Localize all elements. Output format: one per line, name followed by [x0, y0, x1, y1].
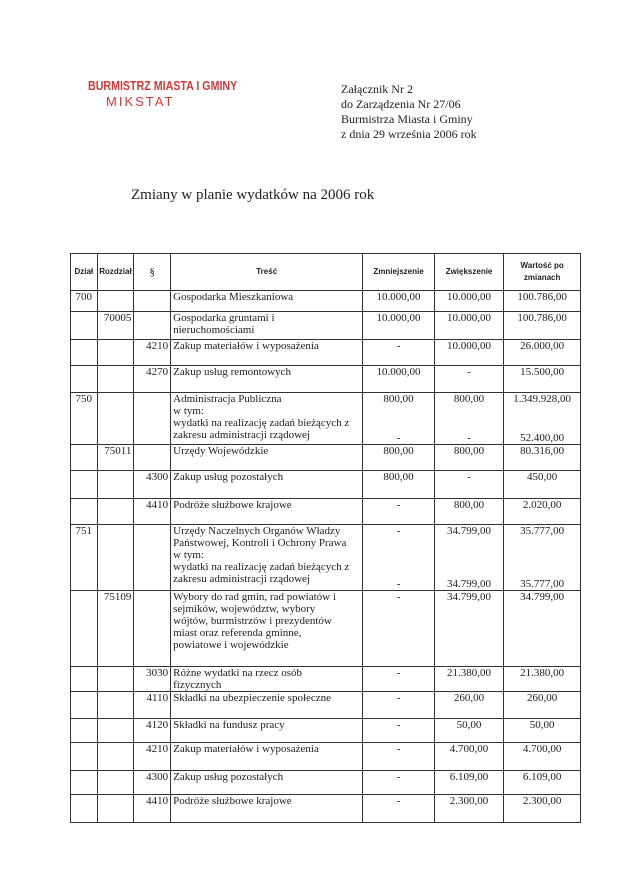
cell-zmniejszenie-value: - — [396, 667, 401, 679]
cell-tresc — [171, 795, 363, 823]
cell-zmniejszenie-value: 10.000,00 — [376, 291, 421, 303]
cell-wartosc — [504, 719, 581, 743]
tresc-line: Składki na fundusz pracy — [173, 719, 285, 731]
cell-zmniejszenie — [363, 445, 435, 471]
cell-zmniejszenie-value: 800,00 — [383, 471, 414, 483]
cell-paragraf: 4210 — [134, 340, 171, 366]
annex-line-3: Burmistrza Miasta i Gminy — [341, 112, 473, 126]
cell-wartosc-value: 450,00 — [527, 471, 558, 483]
cell-rozdzial: 75011 — [97, 445, 134, 471]
table-row — [71, 471, 581, 499]
annex-line-4: z dnia 29 września 2006 rok — [341, 127, 477, 141]
cell-wartosc — [504, 499, 581, 525]
cell-wartosc-subtotal: 52.400,00 — [520, 432, 565, 444]
table-row — [71, 499, 581, 525]
cell-paragraf: 3030 — [134, 667, 171, 692]
tresc-line: fizycznych — [173, 679, 222, 691]
tresc-line: Gospodarka Mieszkaniowa — [173, 291, 294, 303]
header-paragraf: § — [134, 254, 171, 291]
cell-tresc — [171, 312, 363, 340]
cell-tresc — [171, 591, 363, 667]
cell-wartosc — [504, 312, 581, 340]
cell-paragraf: 4410 — [134, 499, 171, 525]
cell-zwiekszenie-value: - — [467, 471, 471, 483]
cell-zmniejszenie-value: - — [396, 525, 401, 537]
cell-paragraf: 4120 — [134, 719, 171, 743]
table-body — [71, 291, 581, 823]
tresc-line: Urzędy Wojewódzkie — [173, 445, 269, 457]
cell-rozdzial — [97, 692, 134, 719]
tresc-line: Zakup usług remontowych — [173, 366, 292, 378]
cell-zwiekszenie — [434, 393, 503, 445]
cell-tresc — [171, 771, 363, 795]
cell-dzial — [71, 771, 98, 795]
table-row — [71, 795, 581, 823]
expenditure-table — [70, 253, 581, 823]
cell-wartosc — [504, 692, 581, 719]
cell-tresc — [171, 719, 363, 743]
cell-zwiekszenie — [434, 667, 503, 692]
cell-zwiekszenie — [434, 340, 503, 366]
tresc-line: wydatki na realizację zadań bieżących z — [173, 561, 350, 573]
table-row — [71, 445, 581, 471]
cell-rozdzial — [97, 393, 134, 445]
tresc-line: Różne wydatki na rzecz osób — [173, 667, 303, 679]
cell-zmniejszenie — [363, 340, 435, 366]
cell-zmniejszenie — [363, 366, 435, 393]
cell-tresc — [171, 445, 363, 471]
cell-dzial — [71, 340, 98, 366]
cell-dzial: 751 — [71, 525, 98, 591]
cell-paragraf: 4210 — [134, 743, 171, 771]
cell-zmniejszenie-value: 10.000,00 — [376, 366, 421, 378]
cell-zmniejszenie — [363, 795, 435, 823]
cell-paragraf: 4270 — [134, 366, 171, 393]
cell-paragraf: 4110 — [134, 692, 171, 719]
table-row — [71, 393, 581, 445]
table-row — [71, 719, 581, 743]
table-row — [71, 525, 581, 591]
cell-zwiekszenie-value: - — [467, 366, 471, 378]
cell-zwiekszenie-value: 2.300,00 — [449, 795, 489, 807]
cell-zmniejszenie-value: - — [396, 340, 401, 352]
cell-wartosc-value: 6.109,00 — [522, 771, 562, 783]
cell-zmniejszenie-value: - — [396, 771, 401, 783]
cell-zwiekszenie-value: 34.799,00 — [447, 591, 492, 603]
cell-zmniejszenie — [363, 499, 435, 525]
cell-dzial — [71, 499, 98, 525]
cell-tresc — [171, 525, 363, 591]
cell-zmniejszenie-value: - — [396, 743, 401, 755]
cell-tresc — [171, 743, 363, 771]
cell-wartosc-value: 260,00 — [527, 692, 558, 704]
cell-wartosc-value: 35.777,00 — [520, 525, 565, 537]
tresc-line: Składki na ubezpieczenie społeczne — [173, 692, 332, 704]
cell-zwiekszenie-value: 34.799,00 — [447, 525, 492, 537]
cell-rozdzial — [97, 471, 134, 499]
cell-wartosc-value: 1.349.928,00 — [513, 393, 572, 405]
cell-rozdzial: 75109 — [97, 591, 134, 667]
cell-zmniejszenie-value: 10.000,00 — [376, 312, 421, 324]
cell-dzial — [71, 366, 98, 393]
cell-wartosc — [504, 393, 581, 445]
stamp-line-1: BURMISTRZ MIASTA I GMINY — [88, 78, 238, 93]
stamp-line-2: MIKSTAT — [106, 94, 175, 109]
cell-paragraf — [134, 393, 171, 445]
tresc-line: wójtów, burmistrzów i prezydentów — [173, 615, 332, 627]
cell-zmniejszenie-value: - — [396, 499, 401, 511]
cell-paragraf — [134, 291, 171, 312]
mayor-stamp — [88, 78, 238, 109]
cell-wartosc-value: 80.316,00 — [520, 445, 565, 457]
cell-paragraf — [134, 445, 171, 471]
cell-zmniejszenie-subtotal: - — [396, 578, 401, 590]
cell-wartosc-value: 2.020,00 — [522, 499, 562, 511]
cell-wartosc — [504, 525, 581, 591]
cell-tresc — [171, 393, 363, 445]
cell-zwiekszenie — [434, 692, 503, 719]
header-wartosc: Wartość po zmianach — [504, 254, 581, 291]
cell-zmniejszenie-value: - — [396, 795, 401, 807]
cell-zwiekszenie-value: 50,00 — [456, 719, 482, 731]
cell-rozdzial — [97, 525, 134, 591]
cell-wartosc-value: 100.786,00 — [517, 291, 567, 303]
cell-zwiekszenie — [434, 445, 503, 471]
tresc-line: w tym: — [173, 549, 204, 561]
tresc-line: zakresu administracji rządowej — [173, 429, 310, 441]
cell-wartosc-value: 26.000,00 — [520, 340, 565, 352]
cell-tresc — [171, 471, 363, 499]
cell-zwiekszenie — [434, 795, 503, 823]
cell-zwiekszenie-value: 800,00 — [453, 393, 485, 405]
table-row — [71, 312, 581, 340]
tresc-line: Administracja Publiczna — [173, 393, 282, 405]
tresc-line: zakresu administracji rządowej — [173, 573, 310, 585]
cell-dzial: 700 — [71, 291, 98, 312]
cell-zwiekszenie-value: 800,00 — [453, 499, 485, 511]
tresc-line: Państwowej, Kontroli i Ochrony Prawa — [173, 537, 347, 549]
cell-zmniejszenie — [363, 525, 435, 591]
annex-line-2: do Zarządzenia Nr 27/06 — [341, 97, 461, 111]
cell-wartosc-value: 15.500,00 — [520, 366, 565, 378]
cell-dzial — [71, 795, 98, 823]
cell-tresc — [171, 340, 363, 366]
cell-rozdzial — [97, 340, 134, 366]
cell-dzial — [71, 591, 98, 667]
cell-zwiekszenie — [434, 312, 503, 340]
cell-zmniejszenie — [363, 471, 435, 499]
cell-zwiekszenie — [434, 291, 503, 312]
cell-rozdzial — [97, 291, 134, 312]
tresc-line: sejmików, województw, wybory — [173, 603, 316, 615]
cell-dzial — [71, 719, 98, 743]
cell-zmniejszenie-value: - — [396, 692, 401, 704]
header-tresc: Treść — [171, 254, 363, 291]
tresc-line: Wybory do rad gmin, rad powiatów i — [173, 591, 336, 603]
cell-zmniejszenie — [363, 393, 435, 445]
cell-zwiekszenie — [434, 771, 503, 795]
tresc-line: miast oraz referenda gminne, — [173, 627, 302, 639]
tresc-line: nieruchomościami — [173, 324, 255, 336]
tresc-line: wydatki na realizację zadań bieżących z — [173, 417, 350, 429]
cell-tresc — [171, 692, 363, 719]
cell-wartosc — [504, 291, 581, 312]
cell-rozdzial — [97, 795, 134, 823]
table-header-row — [71, 254, 581, 291]
cell-paragraf — [134, 312, 171, 340]
cell-dzial — [71, 743, 98, 771]
table-row — [71, 291, 581, 312]
tresc-line: Zakup usług pozostałych — [173, 471, 284, 483]
table-row — [71, 743, 581, 771]
tresc-line: Zakup materiałów i wyposażenia — [173, 743, 319, 755]
cell-zmniejszenie — [363, 771, 435, 795]
cell-zmniejszenie — [363, 591, 435, 667]
cell-zmniejszenie-subtotal: - — [396, 432, 401, 444]
tresc-line: Podróże służbowe krajowe — [173, 795, 292, 807]
cell-zwiekszenie-value: 10.000,00 — [447, 312, 492, 324]
cell-rozdzial — [97, 499, 134, 525]
cell-tresc — [171, 366, 363, 393]
cell-paragraf: 4300 — [134, 471, 171, 499]
tresc-line: Zakup usług pozostałych — [173, 771, 284, 783]
cell-zwiekszenie — [434, 366, 503, 393]
cell-zmniejszenie-value: - — [396, 591, 401, 603]
cell-dzial — [71, 667, 98, 692]
table-row — [71, 366, 581, 393]
cell-zwiekszenie — [434, 719, 503, 743]
cell-zwiekszenie-value: 10.000,00 — [447, 291, 492, 303]
table-row — [71, 591, 581, 667]
cell-zwiekszenie-subtotal: 34.799,00 — [447, 578, 492, 590]
cell-zmniejszenie-value: - — [396, 719, 401, 731]
cell-rozdzial — [97, 667, 134, 692]
cell-zmniejszenie — [363, 291, 435, 312]
cell-zmniejszenie-value: 800,00 — [383, 445, 414, 457]
tresc-line: Gospodarka gruntami i — [173, 312, 275, 324]
header-zwiekszenie: Zwiększenie — [434, 254, 503, 291]
cell-wartosc-value: 4.700,00 — [522, 743, 562, 755]
cell-zwiekszenie-value: 10.000,00 — [447, 340, 492, 352]
cell-zmniejszenie — [363, 667, 435, 692]
cell-wartosc — [504, 795, 581, 823]
cell-wartosc — [504, 366, 581, 393]
cell-zmniejszenie-value: 800,00 — [383, 393, 414, 405]
cell-paragraf — [134, 591, 171, 667]
cell-zwiekszenie — [434, 525, 503, 591]
cell-wartosc — [504, 771, 581, 795]
cell-rozdzial — [97, 366, 134, 393]
cell-dzial — [71, 471, 98, 499]
cell-tresc — [171, 291, 363, 312]
header-zmniejszenie: Zmniejszenie — [363, 254, 435, 291]
table-row — [71, 340, 581, 366]
cell-zwiekszenie — [434, 499, 503, 525]
cell-wartosc-value: 21.380,00 — [520, 667, 565, 679]
cell-zwiekszenie — [434, 743, 503, 771]
tresc-line: Zakup materiałów i wyposażenia — [173, 340, 319, 352]
cell-zwiekszenie-value: 800,00 — [453, 445, 485, 457]
cell-rozdzial — [97, 719, 134, 743]
cell-tresc — [171, 667, 363, 692]
cell-dzial — [71, 312, 98, 340]
cell-wartosc — [504, 340, 581, 366]
table-row — [71, 667, 581, 692]
cell-zwiekszenie-value: 4.700,00 — [449, 743, 489, 755]
cell-wartosc-value: 50,00 — [529, 719, 555, 731]
cell-wartosc — [504, 667, 581, 692]
cell-paragraf — [134, 525, 171, 591]
cell-wartosc — [504, 743, 581, 771]
cell-wartosc — [504, 471, 581, 499]
annex-header — [341, 82, 477, 142]
table-row — [71, 771, 581, 795]
cell-dzial: 750 — [71, 393, 98, 445]
cell-zmniejszenie — [363, 743, 435, 771]
cell-wartosc — [504, 445, 581, 471]
cell-zwiekszenie-subtotal: - — [467, 432, 471, 444]
cell-dzial — [71, 692, 98, 719]
cell-rozdzial — [97, 771, 134, 795]
cell-zwiekszenie-value: 21.380,00 — [447, 667, 492, 679]
cell-dzial — [71, 445, 98, 471]
tresc-line: w tym: — [173, 405, 204, 417]
cell-zmniejszenie — [363, 692, 435, 719]
cell-wartosc-subtotal: 35.777,00 — [520, 578, 565, 590]
tresc-line: powiatowe i wojewódzkie — [173, 639, 289, 651]
tresc-line: Podróże służbowe krajowe — [173, 499, 292, 511]
header-rozdzial: Rozdział — [97, 254, 134, 291]
cell-wartosc — [504, 591, 581, 667]
cell-zwiekszenie — [434, 471, 503, 499]
tresc-line: Urzędy Naczelnych Organów Władzy — [173, 525, 341, 537]
cell-rozdzial — [97, 743, 134, 771]
cell-rozdzial: 70005 — [97, 312, 134, 340]
cell-wartosc-value: 100.786,00 — [517, 312, 567, 324]
cell-paragraf: 4410 — [134, 795, 171, 823]
table-row — [71, 692, 581, 719]
cell-zmniejszenie — [363, 312, 435, 340]
cell-zwiekszenie-value: 6.109,00 — [449, 771, 489, 783]
cell-tresc — [171, 499, 363, 525]
cell-zmniejszenie — [363, 719, 435, 743]
cell-zwiekszenie — [434, 591, 503, 667]
document-title: Zmiany w planie wydatków na 2006 rok — [131, 187, 375, 203]
cell-zwiekszenie-value: 260,00 — [453, 692, 485, 704]
header-dzial: Dział — [71, 254, 98, 291]
cell-wartosc-value: 34.799,00 — [520, 591, 565, 603]
cell-wartosc-value: 2.300,00 — [522, 795, 562, 807]
annex-line-1: Załącznik Nr 2 — [341, 82, 413, 96]
cell-paragraf: 4300 — [134, 771, 171, 795]
